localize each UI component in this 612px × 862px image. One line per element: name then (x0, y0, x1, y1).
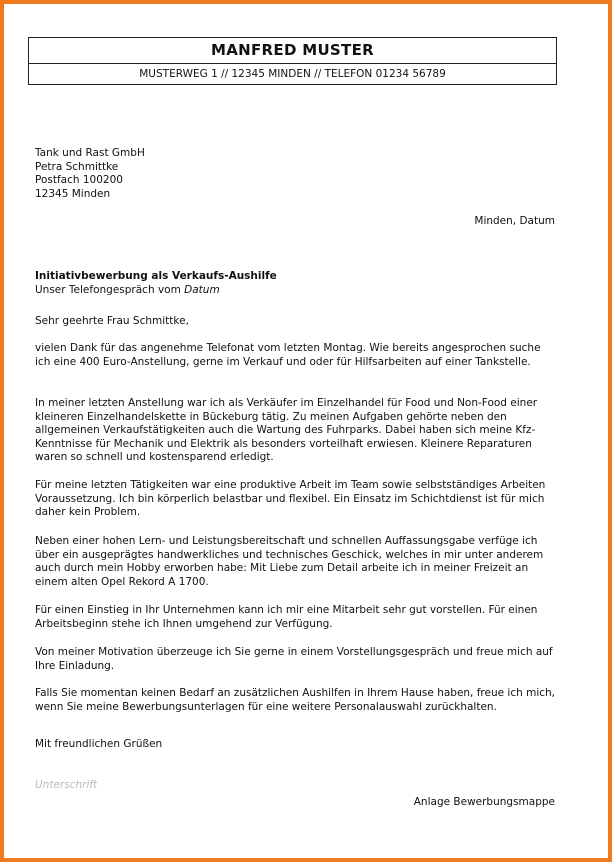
paragraph-motivation: Von meiner Motivation überzeuge ich Sie gerne in einem Vorstellungsgespräch und freue mich auf Ihre Einladung. (35, 646, 553, 672)
subject-block (35, 270, 555, 297)
paragraph-experience: In meiner letzten Anstellung war ich als Verkäufer im Einzelhandel für Food und Non-Food einer kleineren Einzelhandelskette in Bückeburg tätig. Zu meinen Aufgaben gehörte neben den allgemeinen Verkaufstätigkeiten auch die Wartung des Fuhrparks. Dabei haben sich meine Kfz-Kenntnisse für Mechanik und Elektrik als besonders vorteilhaft erwiesen. Kleinere Reparaturen waren so schnell und kostensparend erledigt. (35, 397, 538, 463)
closing-greeting: Mit freundlichen Grüßen (35, 738, 163, 750)
date-line: Minden, Datum (474, 215, 555, 227)
paragraph-intro: vielen Dank für das angenehme Telefonat vom letzten Montag. Wie bereits angesprochen suche ich eine 400 Euro-Anstellung, gerne im Verkauf und oder für Hilfsarbeiten auf einer Tankstelle. (35, 342, 541, 368)
recipient-city: 12345 Minden (35, 187, 111, 200)
recipient-address (35, 147, 145, 201)
sender-name: MANFRED MUSTER (29, 38, 556, 64)
sender-address: MUSTERWEG 1 // 12345 MINDEN // TELEFON 01234 56789 (139, 68, 446, 80)
sender-header (28, 37, 557, 85)
paragraph-fallback: Falls Sie momentan keinen Bedarf an zusätzlichen Aushilfen in Ihrem Hause haben, freue ich mich, wenn Sie meine Bewerbungsunterlagen für eine weitere Personalauswahl zurückhalten. (35, 687, 556, 713)
subject-title: Initiativbewerbung als Verkaufs-Aushilfe (35, 270, 277, 282)
recipient-company: Tank und Rast GmbH (35, 147, 145, 159)
recipient-postbox: Postfach 100200 (35, 174, 123, 186)
reference-date: Datum (184, 283, 220, 296)
subject-reference (35, 284, 555, 298)
enclosure-note: Anlage Bewerbungsmappe (413, 796, 555, 808)
paragraph-skills: Neben einer hohen Lern- und Leistungsbereitschaft und schnellen Auffassungsgabe verfüge ich über ein ausgeprägtes handwerkliches und technisches Geschick, welches in mir unter anderem auch durch mein Hobby erworben habe: Mit Liebe zum Detail arbeite ich in meiner Freizeit an einem alten Opel Rekord A 1700. (35, 535, 544, 588)
signature-placeholder: Unterschrift (35, 779, 98, 791)
paragraph-availability: Für einen Einstieg in Ihr Unternehmen kann ich mir eine Mitarbeit sehr gut vorstellen. Für einen Arbeitsbeginn stehe ich Ihnen umgehend zur Verfügung. (35, 604, 538, 630)
paragraph-teamwork: Für meine letzten Tätigkeiten war eine produktive Arbeit im Team sowie selbstständiges Arbeiten Voraussetzung. Ich bin körperlich belastbar und flexibel. Ein Einsatz im Schichtdienst ist für mich daher kein Problem. (35, 479, 546, 518)
reference-prefix: Unser Telefongespräch vom (35, 283, 181, 296)
salutation: Sehr geehrte Frau Schmittke, (35, 315, 189, 327)
recipient-person: Petra Schmittke (35, 160, 119, 173)
